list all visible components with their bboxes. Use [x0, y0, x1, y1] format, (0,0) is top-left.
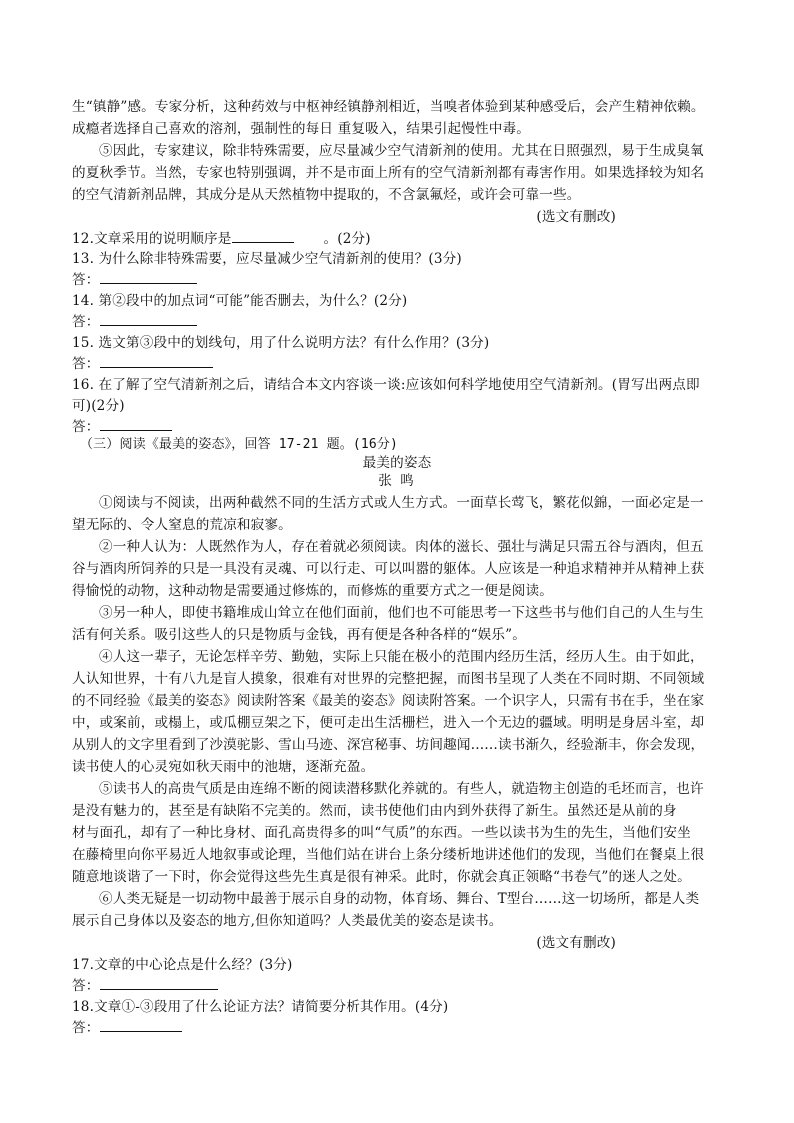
paragraph-line: 的夏秋季节。当然，专家也特别强调，并不是市面上所有的空气清新剂都有毒害作用。如果选择较为知名	[72, 165, 705, 181]
article-author: 张 鸣	[378, 473, 416, 489]
answer-blank[interactable]	[100, 416, 172, 431]
question-score: 。(2分)	[323, 231, 371, 247]
paragraph-line: 材与面孔，却有了一种比身材、面孔高贵得多的叫“气质”的东西。一些以读书为生的先生，当他们安坐	[72, 825, 691, 841]
question-15: 15. 选文第③段中的划线句，用了什么说明方法？有什么作用？(3分)	[72, 335, 490, 351]
paragraph-line: 成瘾者选择自己喜欢的溶剂，强制性的每日 重复吸入，结果引起慢性中毒。	[72, 121, 531, 137]
article-title: 最美的姿态	[362, 455, 432, 471]
paragraph-line: ⑤因此，专家建议，除非特殊需要，应尽量减少空气清新剂的使用。尤其在日照强烈，易于生成臭氧	[99, 143, 704, 159]
paragraph-line: 展示自己身体以及姿态的地方,但你知道吗？人类最优美的姿态是读书。	[72, 913, 503, 929]
source-note: (选文有删改)	[536, 209, 616, 225]
paragraph-line: ②一种人认为：人既然作为人，存在着就必须阅读。肉体的滋长、强壮与满足只需五谷与酒肉，但五	[99, 539, 704, 555]
paragraph-line: ⑥人类无疑是一切动物中最善于展示自身的动物，体育场、舞台、T型台……这一切场所，都是人类	[99, 891, 700, 907]
answer-label: 答：	[72, 1020, 100, 1036]
answer-label: 答：	[72, 314, 100, 330]
question-16-cont: 可)(2分)	[72, 398, 125, 414]
answer-blank[interactable]	[100, 269, 197, 284]
answer-blank[interactable]	[100, 1017, 182, 1032]
section-heading: （三）阅读《最美的姿态》，回答 17-21 题。(16分)	[80, 437, 398, 452]
paragraph-line: 在藤椅里向你平易近人地叙事或论理，当他们站在讲台上条分缕析地讲述他们的发现，当他们在餐桌上很	[72, 847, 705, 863]
answer-blank[interactable]	[100, 311, 197, 326]
paragraph-line: 谷与酒肉所饲养的只是一具没有灵魂、可以行走、可以叫嚣的躯体。人应该是一种追求精神并从精神上获	[72, 561, 705, 577]
question-14: 14. 第②段中的加点词“可能”能否删去，为什么？(2分)	[72, 293, 408, 309]
paragraph-line: 从别人的文字里看到了沙漠驼影、雪山马迹、深宫秘事、坊间趣闻……读书渐久，经验渐丰，你会发现，	[72, 737, 705, 753]
paragraph-line: 活有何关系。吸引这些人的只是物质与金钱，再有便是各种各样的“娱乐”。	[72, 627, 526, 643]
answer-line	[72, 311, 197, 333]
paragraph-line: 人认知世界，十有八九是盲人摸象，很难有对世界的完整把握，而图书呈现了人类在不同时期、不同领域	[72, 671, 705, 687]
paragraph-line: 得愉悦的动物，这种动物是需要通过修炼的，而修炼的重要方式之一便是阅读。	[72, 583, 554, 599]
paragraph-line: 生“镇静”感。专家分析，这种药效与中枢神经镇静剂相近，当嗅者体验到某种感受后，会产生精神依赖。	[72, 99, 705, 115]
paragraph-line: 的不同经验《最美的姿态》阅读附答案《最美的姿态》阅读附答案。一个识字人，只需有书在手，坐在家	[72, 693, 705, 709]
answer-line	[72, 269, 197, 291]
paragraph-line: 读书使人的心灵宛如秋天雨中的池塘，逐渐充盈。	[72, 759, 375, 775]
answer-label: 答：	[72, 419, 100, 435]
question-13: 13. 为什么除非特殊需要，应尽量减少空气清新剂的使用？(3分)	[72, 251, 462, 267]
answer-blank[interactable]	[100, 975, 218, 990]
paragraph-line: 望无际的、令人窒息的荒凉和寂寥。	[72, 517, 292, 533]
question-16: 16. 在了解了空气清新剂之后，请结合本文内容谈一谈:应该如何科学地使用空气清新剂。(胃写出两点即	[72, 377, 700, 393]
source-note: (选文有删改)	[536, 935, 616, 951]
answer-blank[interactable]	[100, 353, 213, 368]
question-17: 17.文章的中心论点是什么经？(3分)	[72, 957, 293, 973]
question-18: 18.文章①-③段用了什么论证方法？请简要分析其作用。(4分)	[72, 999, 449, 1015]
answer-line	[72, 353, 213, 375]
paragraph-line: 的空气清新剂品牌，其成分是从天然植物中提取的，不含氯氟烃，或许会可靠一些。	[72, 187, 581, 203]
answer-line	[72, 975, 218, 997]
paragraph-line: 中，或案前，或榻上，或瓜棚豆架之下，便可走出生活栅栏，进入一个无边的疆域。明明是身居斗室，却	[72, 715, 705, 731]
fill-blank[interactable]	[232, 228, 294, 243]
answer-label: 答：	[72, 356, 100, 372]
paragraph-line: ①阅读与不阅读，出两种截然不同的生活方式或人生方式。一面草长莺飞，繁花似錦，一面必定是一	[99, 495, 704, 511]
paragraph-line: ③另一种人，即使书籍堆成山耸立在他们面前，他们也不可能思考一下这些书与他们自己的人生与生	[99, 605, 704, 621]
paragraph-line: ④人这一辈子，无论怎样辛劳、勤勉，实际上只能在极小的范围内经历生活，经历人生。由于如此，	[99, 649, 704, 665]
paragraph-line: 是没有魅力的，甚至是有缺陷不完美的。然而，读书使他们由内到外获得了新生。虽然还是从前的身	[72, 803, 677, 819]
paragraph-line: ⑤读书人的高贵气质是由连绵不断的阅读潜移默化养就的。有些人，就造物主创造的毛坯而言，也许	[99, 781, 704, 797]
answer-label: 答：	[72, 978, 100, 994]
question-text: 12.文章采用的说明顺序是	[72, 231, 232, 247]
answer-label: 答：	[72, 272, 100, 288]
answer-line	[72, 1017, 182, 1039]
paragraph-line: 随意地谈谐了一下时，你会觉得这些先生真是很有神采。此时，你就会真正领略“书卷气”的迷人之处。	[72, 869, 691, 885]
